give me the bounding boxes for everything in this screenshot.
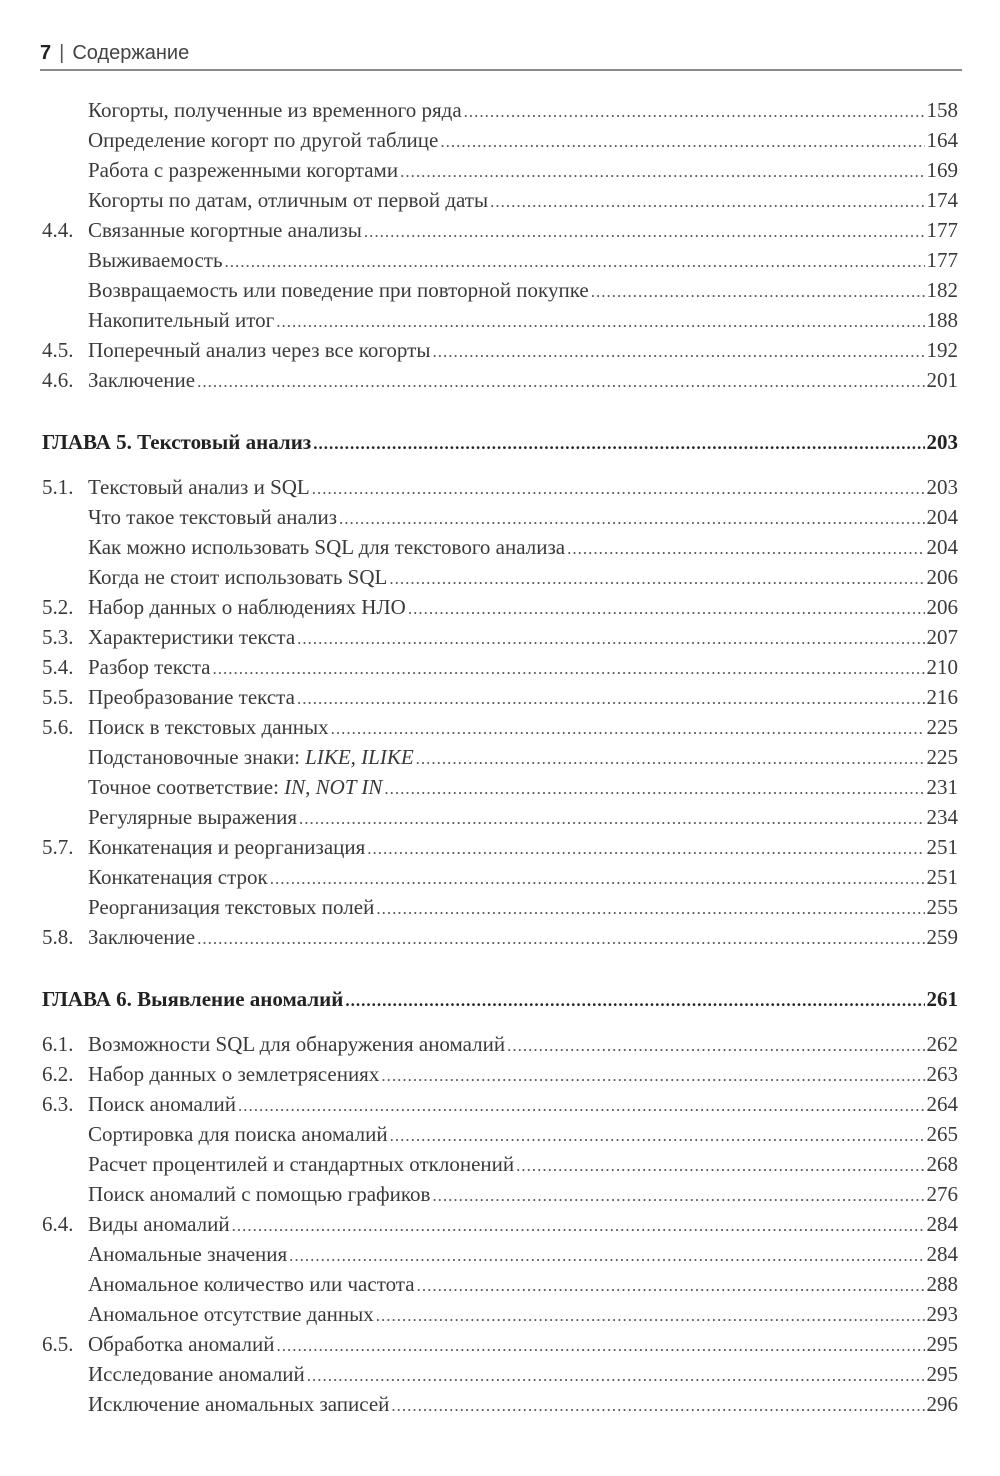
entry-text: Сортировка для поиска аномалий bbox=[88, 1122, 388, 1146]
toc-subsection[interactable] bbox=[42, 802, 958, 832]
entry-title bbox=[88, 652, 210, 682]
dot-leader bbox=[432, 1181, 924, 1211]
dot-leader bbox=[276, 1331, 924, 1361]
entry-text: Характеристики текста bbox=[88, 625, 296, 649]
entry-text: Работа с разреженными когортами bbox=[88, 158, 399, 182]
toc-subsection[interactable] bbox=[42, 502, 958, 532]
dot-leader bbox=[376, 894, 924, 924]
dot-leader bbox=[270, 864, 925, 894]
entry-text: Когда не стоит использовать SQL bbox=[88, 565, 388, 589]
section-number: 5.5. bbox=[42, 685, 74, 709]
toc-subsection[interactable] bbox=[42, 1179, 958, 1209]
page-ref: 204 bbox=[926, 505, 958, 529]
entry-text: Реорганизация текстовых полей bbox=[88, 895, 375, 919]
page-ref: 261 bbox=[926, 987, 958, 1011]
page-ref: 206 bbox=[926, 595, 958, 619]
entry-title bbox=[88, 682, 295, 712]
toc-section[interactable] bbox=[42, 1029, 958, 1059]
toc-section[interactable] bbox=[42, 652, 958, 682]
entry-text: Подстановочные знаки: bbox=[88, 745, 306, 769]
entry-title bbox=[88, 712, 329, 742]
entry-title bbox=[88, 742, 414, 772]
entry-text: Текстовый анализ и SQL bbox=[88, 475, 310, 499]
entry-title bbox=[88, 1179, 430, 1209]
entry-text: Виды аномалий bbox=[88, 1212, 230, 1236]
dot-leader bbox=[313, 429, 924, 459]
entry-text: Конкатенация и реорганизация bbox=[88, 835, 366, 859]
page-header bbox=[40, 42, 962, 71]
entry-text: Исследование аномалий bbox=[88, 1362, 305, 1386]
dot-leader bbox=[197, 924, 924, 954]
toc-section[interactable] bbox=[42, 1059, 958, 1089]
dot-leader bbox=[408, 594, 925, 624]
entry-text: Точное соответствие: bbox=[88, 775, 285, 799]
section-number: 4.4. bbox=[42, 218, 74, 242]
toc-section[interactable] bbox=[42, 1329, 958, 1359]
page-ref: 263 bbox=[926, 1062, 958, 1086]
page-ref: 188 bbox=[926, 308, 958, 332]
entry-text: Поперечный анализ через все когорты bbox=[88, 338, 431, 362]
entry-text: Заключение bbox=[88, 368, 196, 392]
dot-leader bbox=[197, 367, 924, 397]
page-ref: 251 bbox=[926, 835, 958, 859]
entry-text: Поиск аномалий с помощью графиков bbox=[88, 1182, 431, 1206]
page-ref: 295 bbox=[926, 1362, 958, 1386]
entry-text: Связанные когортные анализы bbox=[88, 218, 362, 242]
toc-subsection[interactable] bbox=[42, 892, 958, 922]
entry-title bbox=[88, 1059, 379, 1089]
toc-subsection[interactable] bbox=[42, 275, 958, 305]
dot-leader bbox=[367, 834, 924, 864]
dot-leader bbox=[440, 127, 924, 157]
toc-section[interactable] bbox=[42, 472, 958, 502]
dot-leader bbox=[364, 217, 925, 247]
dot-leader bbox=[276, 307, 924, 337]
page-ref: 206 bbox=[926, 565, 958, 589]
entry-title bbox=[88, 305, 274, 335]
entry-text: Поиск аномалий bbox=[88, 1092, 236, 1116]
toc-section[interactable] bbox=[42, 712, 958, 742]
section-number: 5.1. bbox=[42, 475, 74, 499]
entry-title bbox=[88, 622, 295, 652]
chapter-title: ГЛАВА 5. Текстовый анализ bbox=[42, 430, 312, 454]
toc-section[interactable] bbox=[42, 832, 958, 862]
page-ref: 234 bbox=[926, 805, 958, 829]
toc-section[interactable] bbox=[42, 1089, 958, 1119]
header-separator: | bbox=[59, 42, 65, 64]
entry-title bbox=[88, 95, 462, 125]
toc-subsection[interactable] bbox=[42, 1239, 958, 1269]
entry-text: Заключение bbox=[88, 925, 196, 949]
toc-subsection[interactable] bbox=[42, 562, 958, 592]
entry-title bbox=[88, 502, 337, 532]
page-ref: 169 bbox=[926, 158, 958, 182]
entry-text: Расчет процентилей и стандартных отклонений bbox=[88, 1152, 515, 1176]
toc-section[interactable] bbox=[42, 922, 958, 952]
toc-section[interactable] bbox=[42, 682, 958, 712]
entry-title bbox=[88, 892, 374, 922]
entry-title bbox=[88, 592, 406, 622]
toc-subsection[interactable] bbox=[42, 532, 958, 562]
section-number: 6.2. bbox=[42, 1062, 74, 1086]
page-ref: 255 bbox=[926, 895, 958, 919]
toc-subsection[interactable] bbox=[42, 125, 958, 155]
dot-leader bbox=[225, 247, 925, 277]
entry-text: Когорты по датам, отличным от первой даты bbox=[88, 188, 489, 212]
toc-subsection[interactable] bbox=[42, 1119, 958, 1149]
section-number: 6.3. bbox=[42, 1092, 74, 1116]
page-ref: 259 bbox=[926, 925, 958, 949]
entry-text: Исключение аномальных записей bbox=[88, 1392, 390, 1416]
page-ref: 288 bbox=[926, 1272, 958, 1296]
section-number: 4.5. bbox=[42, 338, 74, 362]
toc-chapter[interactable] bbox=[42, 427, 958, 457]
entry-title bbox=[88, 1239, 287, 1269]
page-number: 7 bbox=[40, 42, 52, 64]
page-ref: 210 bbox=[926, 655, 958, 679]
toc-subsection[interactable] bbox=[42, 862, 958, 892]
section-number: 5.6. bbox=[42, 715, 74, 739]
entry-title bbox=[88, 862, 268, 892]
entry-title bbox=[88, 562, 387, 592]
entry-text: Регулярные выражения bbox=[88, 805, 298, 829]
entry-title bbox=[88, 472, 310, 502]
page-ref: 262 bbox=[926, 1032, 958, 1056]
page-ref: 164 bbox=[926, 128, 958, 152]
entry-text: Накопительный итог bbox=[88, 308, 275, 332]
running-title: Содержание bbox=[72, 42, 190, 64]
dot-leader bbox=[390, 1121, 925, 1151]
dot-leader bbox=[490, 187, 924, 217]
page-ref: 204 bbox=[926, 535, 958, 559]
entry-title bbox=[88, 1089, 236, 1119]
entry-text: Конкатенация строк bbox=[88, 865, 268, 889]
table-of-contents bbox=[42, 95, 958, 1419]
entry-text: Возвращаемость или поведение при повторной покупке bbox=[88, 278, 589, 302]
page-ref: 201 bbox=[926, 368, 958, 392]
entry-title bbox=[88, 1029, 505, 1059]
toc-subsection[interactable] bbox=[42, 305, 958, 335]
toc-section[interactable] bbox=[42, 1209, 958, 1239]
dot-leader bbox=[297, 624, 924, 654]
toc-section[interactable] bbox=[42, 335, 958, 365]
dot-leader bbox=[567, 534, 924, 564]
toc-subsection[interactable] bbox=[42, 1359, 958, 1389]
dot-leader bbox=[331, 714, 925, 744]
toc-subsection[interactable] bbox=[42, 1269, 958, 1299]
toc-subsection[interactable] bbox=[42, 1149, 958, 1179]
section-number: 4.6. bbox=[42, 368, 74, 392]
dot-leader bbox=[507, 1031, 924, 1061]
toc-section[interactable] bbox=[42, 622, 958, 652]
page-ref: 174 bbox=[926, 188, 958, 212]
dot-leader bbox=[339, 504, 924, 534]
section-number: 6.4. bbox=[42, 1212, 74, 1236]
dot-leader bbox=[299, 804, 924, 834]
dot-leader bbox=[400, 157, 924, 187]
entry-title bbox=[88, 1149, 514, 1179]
dot-leader bbox=[232, 1211, 925, 1241]
dot-leader bbox=[297, 684, 925, 714]
entry-text: Как можно использовать SQL для текстового анализа bbox=[88, 535, 566, 559]
toc-subsection[interactable] bbox=[42, 155, 958, 185]
page-ref: 203 bbox=[926, 430, 958, 454]
dot-leader bbox=[391, 1391, 924, 1421]
page-ref: 276 bbox=[926, 1182, 958, 1206]
dot-leader bbox=[516, 1151, 924, 1181]
entry-title bbox=[88, 245, 223, 275]
page-ref: 177 bbox=[926, 218, 958, 242]
entry-title bbox=[88, 1209, 230, 1239]
entry-title bbox=[88, 532, 565, 562]
section-number: 5.8. bbox=[42, 925, 74, 949]
page-ref: 158 bbox=[926, 98, 958, 122]
page-ref: 268 bbox=[926, 1152, 958, 1176]
entry-title bbox=[88, 772, 382, 802]
toc-subsection[interactable] bbox=[42, 1389, 958, 1419]
entry-text: Когорты, полученные из временного ряда bbox=[88, 98, 462, 122]
page-ref: 216 bbox=[926, 685, 958, 709]
entry-text: Определение когорт по другой таблице bbox=[88, 128, 439, 152]
toc-subsection[interactable] bbox=[42, 742, 958, 772]
dot-leader bbox=[376, 1301, 925, 1331]
toc-section[interactable] bbox=[42, 365, 958, 395]
dot-leader bbox=[238, 1091, 925, 1121]
section-number: 5.2. bbox=[42, 595, 74, 619]
dot-leader bbox=[345, 986, 924, 1016]
page-ref: 264 bbox=[926, 1092, 958, 1116]
entry-title bbox=[88, 1269, 415, 1299]
page-ref: 265 bbox=[926, 1122, 958, 1146]
entry-title bbox=[88, 1299, 374, 1329]
entry-title bbox=[88, 335, 430, 365]
toc-chapter[interactable] bbox=[42, 984, 958, 1014]
dot-leader bbox=[417, 1271, 925, 1301]
toc-subsection[interactable] bbox=[42, 772, 958, 802]
section-number: 5.3. bbox=[42, 625, 74, 649]
entry-text: Что такое текстовый анализ bbox=[88, 505, 338, 529]
entry-title bbox=[88, 185, 488, 215]
dot-leader bbox=[381, 1061, 924, 1091]
entry-title bbox=[88, 802, 297, 832]
dot-leader bbox=[591, 277, 925, 307]
entry-title bbox=[88, 1389, 389, 1419]
toc-section[interactable] bbox=[42, 592, 958, 622]
entry-title bbox=[88, 832, 365, 862]
entry-title bbox=[88, 1119, 388, 1149]
page-ref: 251 bbox=[926, 865, 958, 889]
page-ref: 296 bbox=[926, 1392, 958, 1416]
page-ref: 225 bbox=[926, 715, 958, 739]
dot-leader bbox=[432, 337, 924, 367]
page-ref: 182 bbox=[926, 278, 958, 302]
entry-title bbox=[88, 155, 398, 185]
page-ref: 293 bbox=[926, 1302, 958, 1326]
entry-italic-text: LIKE, ILIKE bbox=[305, 745, 414, 769]
page-ref: 284 bbox=[926, 1212, 958, 1236]
page-ref: 225 bbox=[926, 745, 958, 769]
dot-leader bbox=[312, 474, 925, 504]
entry-text: Выживаемость bbox=[88, 248, 223, 272]
toc-subsection[interactable] bbox=[42, 245, 958, 275]
page-ref: 207 bbox=[926, 625, 958, 649]
toc-subsection[interactable] bbox=[42, 1299, 958, 1329]
section-number: 6.1. bbox=[42, 1032, 74, 1056]
section-number: 5.4. bbox=[42, 655, 74, 679]
entry-text: Аномальное количество или частота bbox=[88, 1272, 415, 1296]
entry-text: Аномальное отсутствие данных bbox=[88, 1302, 374, 1326]
entry-text: Набор данных о наблюдениях НЛО bbox=[88, 595, 406, 619]
entry-italic-text: IN, NOT IN bbox=[284, 775, 383, 799]
dot-leader bbox=[464, 97, 925, 127]
page-ref: 203 bbox=[926, 475, 958, 499]
toc-subsection[interactable] bbox=[42, 95, 958, 125]
dot-leader bbox=[416, 744, 925, 774]
page-ref: 231 bbox=[926, 775, 958, 799]
dot-leader bbox=[212, 654, 924, 684]
section-number: 5.7. bbox=[42, 835, 74, 859]
page-ref: 177 bbox=[926, 248, 958, 272]
entry-title bbox=[88, 922, 195, 952]
entry-text: Поиск в текстовых данных bbox=[88, 715, 329, 739]
entry-title bbox=[88, 215, 362, 245]
entry-text: Аномальные значения bbox=[88, 1242, 288, 1266]
dot-leader bbox=[289, 1241, 924, 1271]
entry-text: Набор данных о землетрясениях bbox=[88, 1062, 380, 1086]
dot-leader bbox=[384, 774, 924, 804]
entry-title bbox=[88, 275, 589, 305]
toc-subsection[interactable] bbox=[42, 185, 958, 215]
entry-text: Разбор текста bbox=[88, 655, 211, 679]
entry-text: Преобразование текста bbox=[88, 685, 295, 709]
entry-title bbox=[88, 1359, 305, 1389]
dot-leader bbox=[389, 564, 924, 594]
entry-title bbox=[88, 125, 438, 155]
entry-title bbox=[88, 1329, 274, 1359]
page-ref: 192 bbox=[926, 338, 958, 362]
section-number: 6.5. bbox=[42, 1332, 74, 1356]
entry-text: Обработка аномалий bbox=[88, 1332, 275, 1356]
page-ref: 284 bbox=[926, 1242, 958, 1266]
page-ref: 295 bbox=[926, 1332, 958, 1356]
toc-section[interactable] bbox=[42, 215, 958, 245]
chapter-title: ГЛАВА 6. Выявление аномалий bbox=[42, 987, 344, 1011]
dot-leader bbox=[307, 1361, 925, 1391]
entry-text: Возможности SQL для обнаружения аномалий bbox=[88, 1032, 506, 1056]
entry-title bbox=[88, 365, 195, 395]
